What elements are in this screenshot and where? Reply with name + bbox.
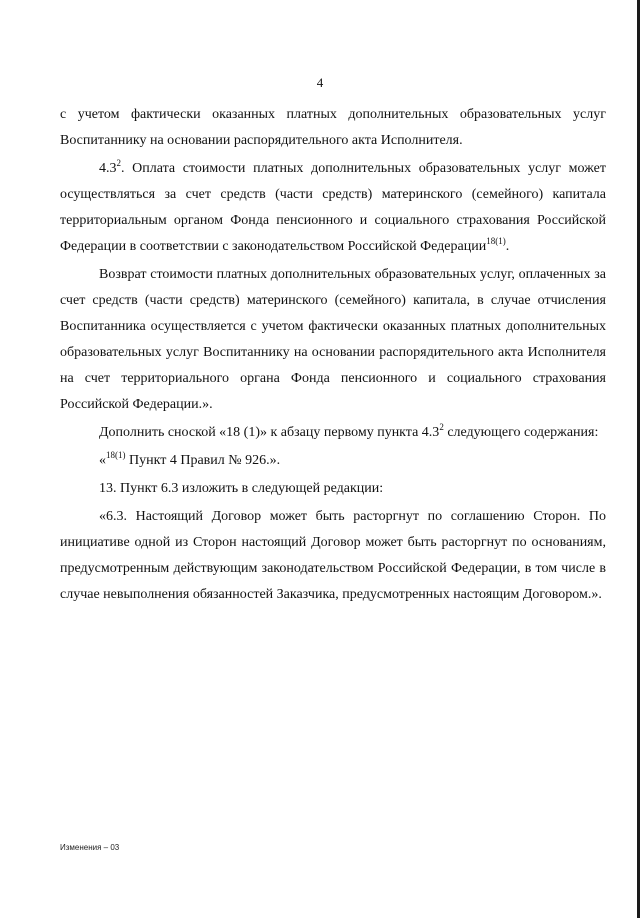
paragraph-footnote-instruction	[60, 420, 606, 446]
paragraph-4-3-2	[60, 156, 606, 260]
paragraph-item-13	[60, 476, 606, 502]
paragraph-text: . Оплата стоимости платных дополнительных образовательных услуг может осуществляться за счет средств (части средств) материнского (семейного) капитала территориальным органом Фонда пенсионного и социального страхования Российской Федерации в соответствии с законодательством Российской Федерации	[60, 161, 606, 254]
page-number: 4	[316, 75, 324, 90]
paragraph-6-3	[60, 504, 606, 608]
footnote-body: Пункт 4 Правил № 926.».	[125, 453, 281, 468]
paragraph-text: Дополнить сноской «18 (1)» к абзацу первому пункта 4.3	[99, 425, 440, 440]
clause-superscript: 2	[116, 158, 121, 168]
footnote-reference: 18(1)	[486, 236, 506, 246]
footer-revision: Изменения – 03	[60, 843, 120, 852]
quote-open: «	[99, 453, 106, 468]
clause-superscript: 2	[439, 422, 444, 432]
paragraph-text-end: следующего содержания:	[443, 425, 599, 440]
clause-number: 4.3	[99, 161, 117, 176]
footnote-text	[60, 448, 606, 474]
paragraph-text: Возврат стоимости платных дополнительных образовательных услуг, оплаченных за счет средств (части средств) материнского (семейного) капитала, в случае отчисления Воспитанника осуществляется с учетом фактически оказанных платных дополнительных образовательных услуг Воспитаннику на основании распорядительного акта Исполнителя на счет территориального органа Фонда пенсионного и социального страхования Российской Федерации.».	[60, 267, 606, 412]
document-body	[60, 102, 606, 608]
paragraph-text: «6.3. Настоящий Договор может быть расторгнут по соглашению Сторон. По инициативе одной из Сторон настоящий Договор может быть расторгнут по основаниям, предусмотренным действующим законодательством Российской Федерации, в том числе в случае невыполнения обязанностей Заказчика, предусмотренных настоящим Договором.».	[60, 509, 606, 602]
footnote-marker: 18(1)	[106, 450, 126, 460]
paragraph-end: .	[505, 239, 510, 254]
paragraph-continuation	[60, 102, 606, 154]
paragraph-text: 13. Пункт 6.3 изложить в следующей редакции:	[99, 481, 384, 496]
paragraph-refund	[60, 262, 606, 418]
paragraph-text: с учетом фактически оказанных платных дополнительных образовательных услуг Воспитаннику на основании распорядительного акта Исполнителя.	[60, 107, 606, 148]
